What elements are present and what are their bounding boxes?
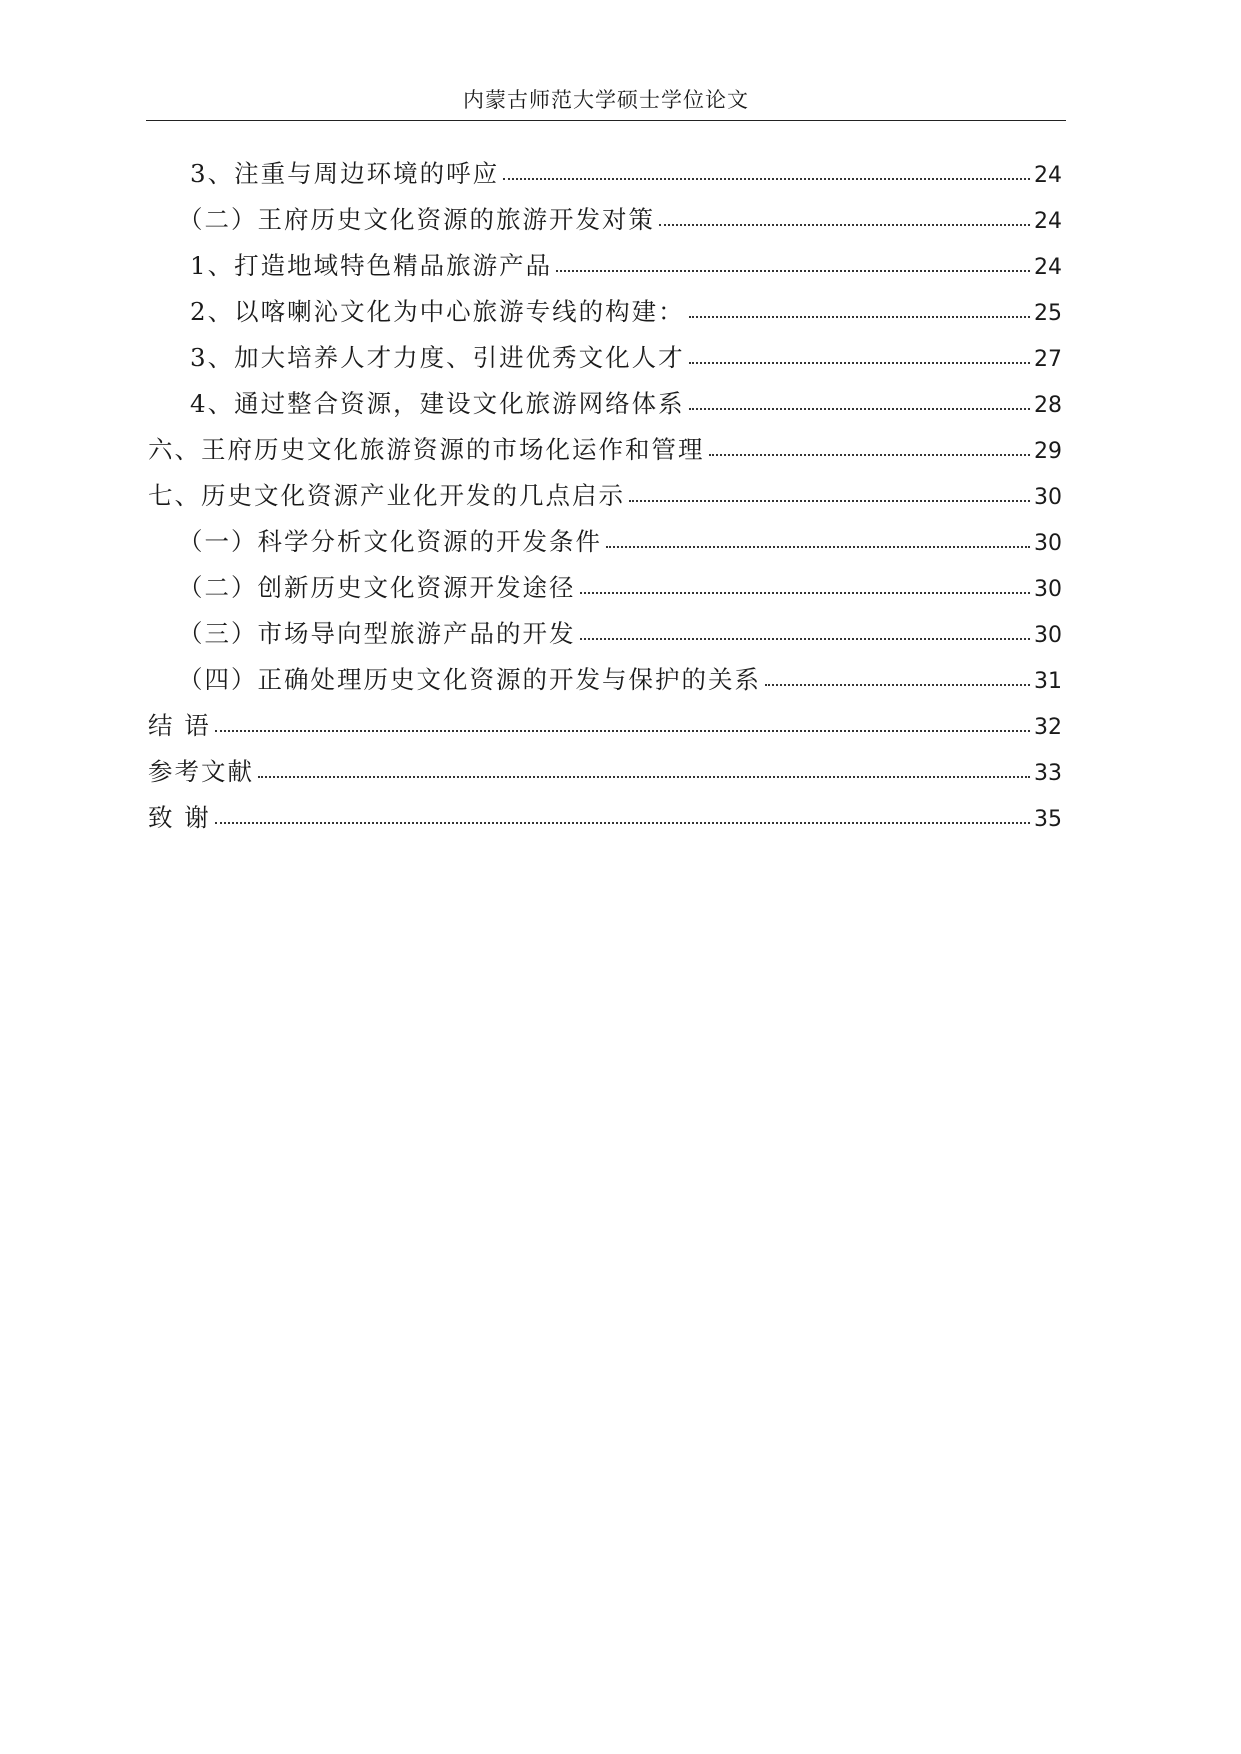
toc-entry-title: 1、打造地域特色精品旅游产品 bbox=[190, 251, 553, 280]
toc-dot-leader bbox=[606, 546, 1030, 548]
toc-entry-title: （一）科学分析文化资源的开发条件 bbox=[178, 527, 602, 556]
toc-entry[interactable] bbox=[190, 247, 1062, 281]
toc-entry[interactable] bbox=[148, 707, 1062, 741]
toc-entry-title: 3、加大培养人才力度、引进优秀文化人才 bbox=[190, 343, 685, 372]
toc-page-number: 32 bbox=[1034, 715, 1062, 740]
toc-dot-leader bbox=[689, 362, 1030, 364]
header-divider bbox=[146, 120, 1066, 121]
toc-entry[interactable] bbox=[178, 615, 1062, 649]
toc-entry[interactable] bbox=[190, 385, 1062, 419]
toc-page-number: 24 bbox=[1034, 209, 1062, 234]
toc-dot-leader bbox=[580, 592, 1031, 594]
toc-entry[interactable] bbox=[148, 753, 1062, 787]
toc-dot-leader bbox=[258, 776, 1030, 778]
toc-entry[interactable] bbox=[178, 661, 1062, 695]
toc-entry[interactable] bbox=[148, 799, 1062, 833]
toc-entry[interactable] bbox=[190, 293, 1062, 327]
toc-entry-title: （三）市场导向型旅游产品的开发 bbox=[178, 619, 576, 648]
toc-entry-title: 参考文献 bbox=[148, 757, 254, 786]
toc-page-number: 31 bbox=[1034, 669, 1062, 694]
toc-dot-leader bbox=[689, 316, 1030, 318]
toc-entry[interactable] bbox=[178, 523, 1062, 557]
toc-dot-leader bbox=[215, 730, 1030, 732]
toc-dot-leader bbox=[689, 408, 1030, 410]
toc-entry[interactable] bbox=[178, 569, 1062, 603]
toc-dot-leader bbox=[659, 224, 1030, 226]
toc-dot-leader bbox=[629, 500, 1030, 502]
toc-entry-title: 致 谢 bbox=[148, 803, 211, 832]
toc-page-number: 30 bbox=[1034, 577, 1062, 602]
toc-dot-leader bbox=[580, 638, 1031, 640]
toc-entry-title: 2、以喀喇沁文化为中心旅游专线的构建： bbox=[190, 297, 685, 326]
toc-page-number: 30 bbox=[1034, 623, 1062, 648]
toc-entry[interactable] bbox=[178, 201, 1062, 235]
toc-dot-leader bbox=[556, 270, 1030, 272]
toc-entry-title: （二）王府历史文化资源的旅游开发对策 bbox=[178, 205, 655, 234]
toc-entry-title: 七、历史文化资源产业化开发的几点启示 bbox=[148, 481, 625, 510]
toc-page-number: 30 bbox=[1034, 531, 1062, 556]
toc-entry[interactable] bbox=[190, 155, 1062, 189]
toc-entry-title: 3、注重与周边环境的呼应 bbox=[190, 159, 500, 188]
toc-dot-leader bbox=[765, 684, 1030, 686]
toc-page-number: 33 bbox=[1034, 761, 1062, 786]
toc-entry-title: 4、通过整合资源，建设文化旅游网络体系 bbox=[190, 389, 685, 418]
running-header: 内蒙古师范大学硕士学位论文 bbox=[463, 88, 749, 112]
toc-page-number: 29 bbox=[1034, 439, 1062, 464]
toc-page-number: 30 bbox=[1034, 485, 1062, 510]
toc-page-number: 28 bbox=[1034, 393, 1062, 418]
toc-page-number: 35 bbox=[1034, 807, 1062, 832]
toc-entry[interactable] bbox=[190, 339, 1062, 373]
toc-page-number: 24 bbox=[1034, 255, 1062, 280]
toc-dot-leader bbox=[215, 822, 1030, 824]
toc-page-number: 27 bbox=[1034, 347, 1062, 372]
toc-entry-title: （二）创新历史文化资源开发途径 bbox=[178, 573, 576, 602]
toc-page-number: 24 bbox=[1034, 163, 1062, 188]
toc-entry[interactable] bbox=[148, 431, 1062, 465]
toc-entry-title: 六、王府历史文化旅游资源的市场化运作和管理 bbox=[148, 435, 705, 464]
toc-dot-leader bbox=[709, 454, 1031, 456]
toc-entry-title: 结 语 bbox=[148, 711, 211, 740]
toc-dot-leader bbox=[503, 178, 1030, 180]
toc-entry[interactable] bbox=[148, 477, 1062, 511]
toc-entry-title: （四）正确处理历史文化资源的开发与保护的关系 bbox=[178, 665, 761, 694]
toc-page-number: 25 bbox=[1034, 301, 1062, 326]
